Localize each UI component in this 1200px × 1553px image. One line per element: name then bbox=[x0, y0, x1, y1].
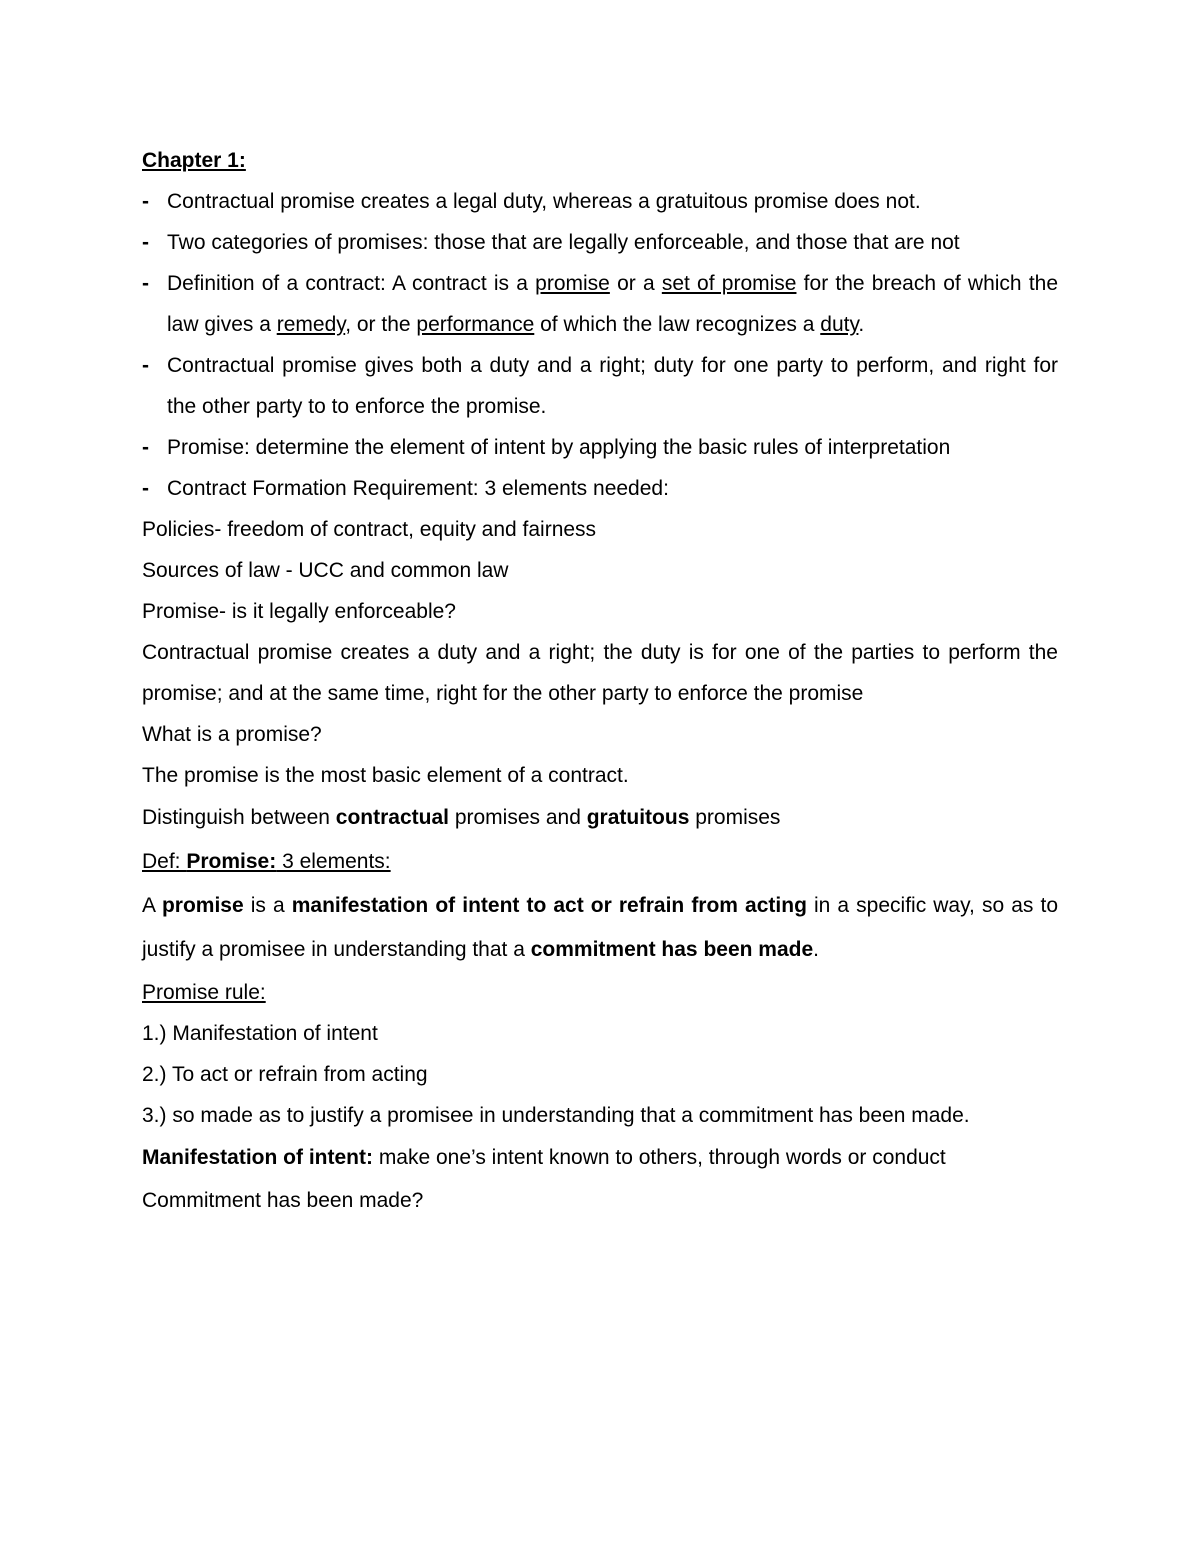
dash-bullet-icon: - bbox=[142, 354, 149, 377]
enforceable-line: Promise- is it legally enforceable? bbox=[142, 600, 456, 623]
bullet-text: for the breach of which the law gives a bbox=[167, 272, 1059, 336]
document-body bbox=[142, 140, 1058, 1221]
dash-bullet-icon: - bbox=[142, 231, 149, 254]
promise-definition bbox=[142, 884, 1058, 972]
bullet-text: Contract Formation Requirement: 3 elements needed: bbox=[167, 477, 669, 500]
dash-bullet-icon: - bbox=[142, 436, 149, 459]
underlined-term: set of promise bbox=[661, 272, 797, 295]
bullet-item bbox=[142, 263, 1058, 345]
bullet-text: , or the bbox=[345, 313, 417, 336]
bullet-list bbox=[142, 181, 1058, 509]
text-run: in a specific way, so as to justify a promisee in understanding that a bbox=[142, 894, 1058, 961]
promise-rule-heading: Promise rule: bbox=[142, 981, 266, 1004]
bullet-item bbox=[142, 181, 1058, 222]
what-is-promise-line: What is a promise? bbox=[142, 723, 322, 746]
bullet-item bbox=[142, 222, 1058, 263]
bullet-item bbox=[142, 345, 1058, 427]
bullet-text: Definition of a contract: A contract is a bbox=[167, 272, 536, 295]
underlined-term: performance bbox=[416, 313, 535, 336]
bullet-item bbox=[142, 468, 1058, 509]
bullet-text: or a bbox=[609, 272, 662, 295]
bold-term: Promise: bbox=[186, 850, 277, 873]
text-run: is a bbox=[243, 894, 292, 917]
text-run: Distinguish between bbox=[142, 806, 336, 829]
bullet-item bbox=[142, 427, 1058, 468]
bold-term: Manifestation of intent: bbox=[142, 1146, 373, 1169]
manifestation-line bbox=[142, 1136, 1058, 1180]
dash-bullet-icon: - bbox=[142, 477, 149, 500]
bold-term: manifestation of intent to act or refrain from acting bbox=[291, 894, 807, 917]
text-run: 3 elements: bbox=[276, 850, 391, 873]
basic-element-line: The promise is the most basic element of a contract. bbox=[142, 764, 629, 787]
dash-bullet-icon: - bbox=[142, 272, 149, 295]
rule-item: 2.) To act or refrain from acting bbox=[142, 1063, 428, 1086]
rule-item: 1.) Manifestation of intent bbox=[142, 1022, 378, 1045]
policies-line: Policies- freedom of contract, equity and fairness bbox=[142, 518, 597, 541]
contractual-paragraph: Contractual promise creates a duty and a right; the duty is for one of the parties to perform the promise; and at the same time, right for the other party to enforce the promise bbox=[142, 641, 1058, 705]
bold-term: gratuitous bbox=[586, 806, 690, 829]
dash-bullet-icon: - bbox=[142, 190, 149, 213]
bold-term: commitment has been made bbox=[530, 938, 814, 961]
bullet-text: of which the law recognizes a bbox=[534, 313, 821, 336]
text-run: promises and bbox=[448, 806, 587, 829]
text-run: Def: bbox=[142, 850, 187, 873]
text-run: A bbox=[142, 894, 162, 917]
bold-term: promise bbox=[161, 894, 244, 917]
bullet-text: . bbox=[858, 313, 865, 336]
rule-item: 3.) so made as to justify a promisee in understanding that a commitment has been made. bbox=[142, 1104, 970, 1127]
distinguish-line bbox=[142, 796, 1058, 840]
sources-line: Sources of law - UCC and common law bbox=[142, 559, 509, 582]
commitment-line: Commitment has been made? bbox=[142, 1189, 424, 1212]
underlined-term: remedy bbox=[276, 313, 346, 336]
underlined-term: duty bbox=[820, 313, 859, 336]
bullet-text: Promise: determine the element of intent by applying the basic rules of interpretation bbox=[167, 436, 951, 459]
bold-term: contractual bbox=[335, 806, 449, 829]
chapter-heading: Chapter 1: bbox=[142, 149, 246, 172]
underlined-term: promise bbox=[535, 272, 610, 295]
text-run: promises bbox=[689, 806, 781, 829]
bullet-text: Contractual promise gives both a duty and a right; duty for one party to perform, and right for the other party to to enforce the promise. bbox=[167, 354, 1058, 418]
text-run: . bbox=[813, 938, 819, 961]
bullet-text: Contractual promise creates a legal duty, whereas a gratuitous promise does not. bbox=[167, 190, 921, 213]
def-heading bbox=[142, 840, 1058, 884]
text-run: make one’s intent known to others, through words or conduct bbox=[372, 1146, 946, 1169]
bullet-text: Two categories of promises: those that are legally enforceable, and those that are not bbox=[167, 231, 960, 254]
